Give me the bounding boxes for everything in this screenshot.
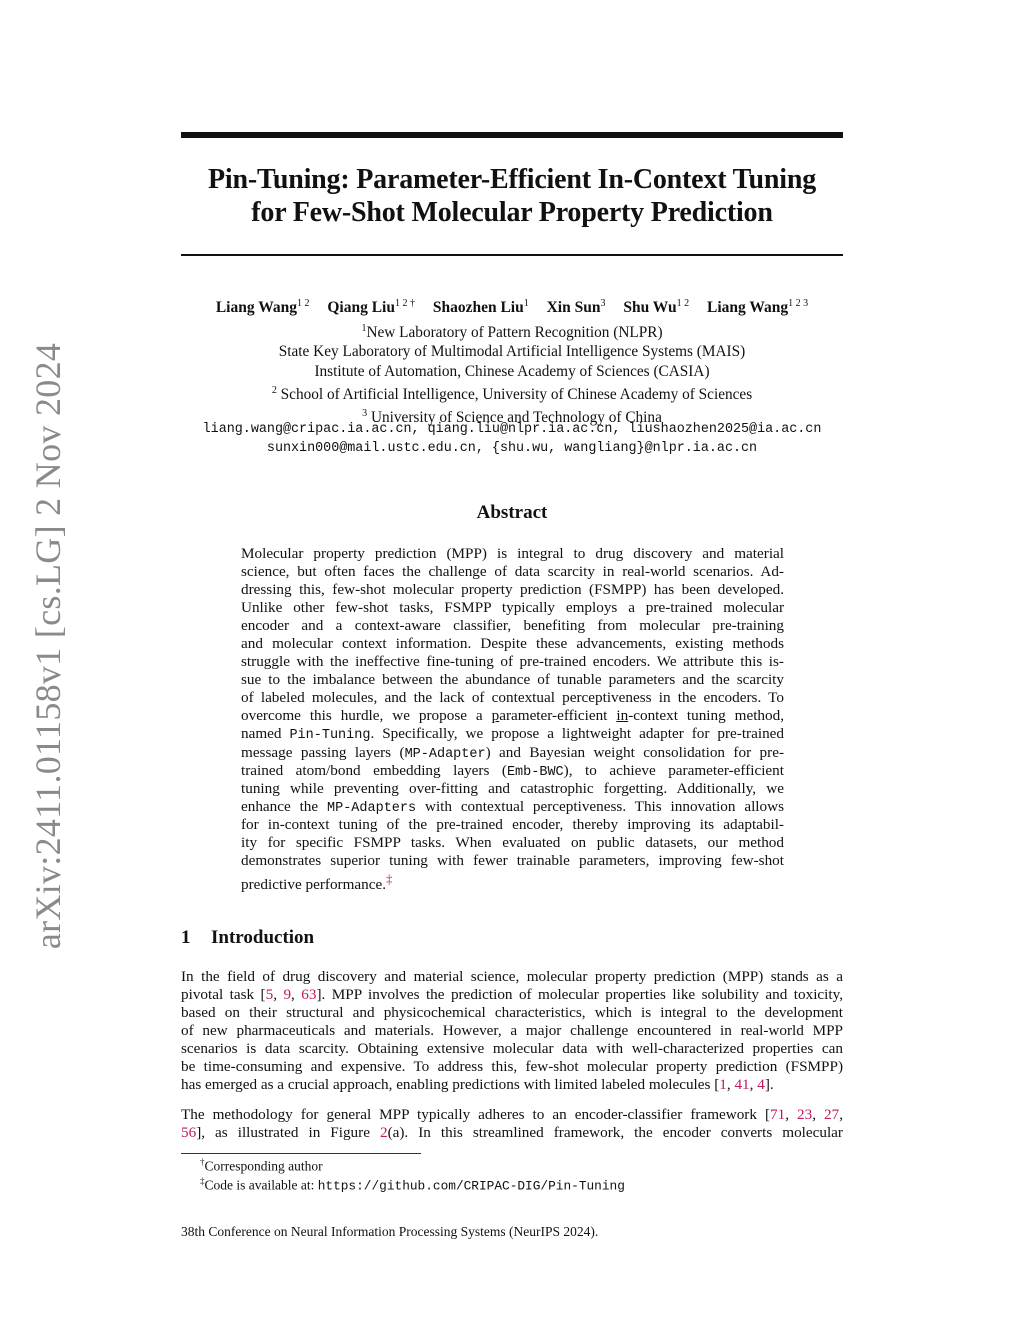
citation-link[interactable]: 9 (283, 986, 292, 1004)
author-affil-sup: 1 2 † (394, 298, 415, 309)
title-bottom-rule (181, 254, 843, 256)
arxiv-stamp (18, 342, 78, 950)
citation-link[interactable]: 27 (824, 1106, 840, 1123)
email-line-1: liang.wang@cripac.ia.ac.cn, qiang.liu@nlpr.ia.ac.cn, liushaozhen2025@ia.ac.cn (202, 422, 822, 437)
author-emails (150, 421, 874, 458)
title-top-rule (181, 132, 843, 138)
author-affil-sup: 1 (523, 298, 529, 309)
abstract-line: and molecular context information. Despite these advancements, existing methods (241, 635, 784, 653)
intro-paragraph-1 (181, 968, 843, 1094)
abstract-heading: Abstract (476, 502, 548, 523)
footnote-rule (181, 1153, 421, 1154)
author: Xin Sun (546, 299, 601, 317)
affiliation-1b: State Key Laboratory of Multimodal Artificial Intelligence Systems (MAIS) (278, 343, 746, 361)
abstract-line: Molecular property prediction (MPP) is integral to drug discovery and material (241, 545, 784, 562)
author: Qiang Liu (327, 299, 395, 317)
email-line-2: sunxin000@mail.ustc.edu.cn, {shu.wu, wangliang}@nlpr.ia.ac.cn (266, 440, 758, 456)
abstract-line: overcome this hurdle, we propose a parameter-efficient in-context tuning method, (241, 707, 785, 725)
title-line-2: for Few-Shot Molecular Property Prediction (251, 197, 773, 228)
abstract-line: trained atom/bond embedding layers (Emb-BWC), to achieve parameter-efficient (241, 761, 784, 780)
author-affil-sup: 3 (600, 298, 606, 309)
body-line: The methodology for general MPP typically adheres to an encoder-classifier framework [71, 23, 27, (181, 1106, 844, 1123)
body-line: based on their structural and physicochemical characteristics, which is integral to the development (181, 1004, 843, 1022)
author: Liang Wang (707, 299, 789, 317)
citation-link[interactable]: 71 (770, 1106, 786, 1123)
citation-link[interactable]: 41 (734, 1076, 750, 1094)
abstract-line: encoder and a context-aware classifier, benefiting from molecular pre-training (241, 617, 784, 635)
footnote-2: ‡Code is available at: https://github.com/CRIPAC-DIG/Pin-Tuning (200, 1176, 625, 1194)
body-line: of new pharmaceuticals and materials. However, a major challenge encountered in real-world MPP (181, 1022, 843, 1040)
section-title: Introduction (211, 927, 315, 948)
citation-link[interactable]: 23 (797, 1106, 813, 1123)
affiliation-1c: Institute of Automation, Chinese Academy of Sciences (CASIA) (314, 362, 710, 380)
figure-link[interactable]: 2 (379, 1124, 388, 1142)
citation-link[interactable]: 5 (265, 986, 274, 1004)
abstract-line: of labeled molecules, and the lack of contextual perceptiveness in the encoders. To (241, 689, 784, 707)
paper-title (181, 163, 843, 229)
affiliation-3: $^3$ University of Science and Technology of China (362, 408, 662, 427)
intro-paragraph-2 (181, 1106, 843, 1142)
citation-link[interactable]: 63 (301, 986, 317, 1004)
abstract-line: demonstrates superior tuning with fewer trainable parameters, improving few-shot (241, 851, 784, 869)
abstract-line: named Pin-Tuning. Specifically, we propose a lightweight adapter for pre-trained (241, 725, 785, 744)
method-name: Pin-Tuning (289, 728, 371, 744)
abstract-line: tuning while preventing over-fitting and catastrophic forgetting. Additionally, we (241, 779, 784, 797)
abstract-line: struggle with the ineffective fine-tuning of pre-trained encoders. We attribute this is- (241, 653, 784, 671)
section-heading (181, 927, 314, 949)
section-number: 1 (181, 927, 191, 948)
abstract-line: science, but often faces the challenge of data scarcity in real-world scenarios. Ad- (241, 563, 784, 581)
citation-link[interactable]: 4 (757, 1076, 765, 1094)
body-line: In the field of drug discovery and material science, molecular property prediction (MPP) stands as a (181, 968, 843, 985)
body-line: 56], as illustrated in Figure 2(a). In this streamlined framework, the encoder converts molecular (181, 1124, 843, 1142)
abstract-line: message passing layers (MP-Adapter) and Bayesian weight consolidation for pre- (241, 743, 784, 762)
body-line: be time-consuming and expensive. To address this, few-shot molecular property prediction (FSMPP) (181, 1058, 843, 1076)
body-line: pivotal task [5, 9, 63]. MPP involves the prediction of molecular properties like solubility and toxicity, (181, 986, 844, 1004)
author: Shu Wu (623, 299, 677, 317)
body-line: scenarios is data scarcity. Obtaining extensive molecular data with well-characterized properties can (181, 1040, 843, 1058)
abstract-line: enhance the MP-Adapters with contextual perceptiveness. This innovation allows (241, 797, 784, 816)
abstract-body (241, 545, 785, 893)
code-url-link[interactable]: https://github.com/CRIPAC-DIG/Pin-Tuning (317, 1178, 625, 1194)
title-line-1: Pin-Tuning: Parameter-Efficient In-Context Tuning (207, 164, 817, 195)
abstract-line: predictive performance.‡ (241, 871, 393, 893)
body-line: has emerged as a crucial approach, enabling predictions with limited labeled molecules [1, 41, 4]. (181, 1076, 774, 1094)
author: Liang Wang (215, 299, 297, 317)
author-affil-sup: 1 2 (296, 298, 310, 309)
affiliation-2: $^2$ School of Artificial Intelligence, University of Chinese Academy of Sciences (271, 384, 753, 403)
footnote-link[interactable]: ‡ (386, 871, 393, 886)
author: Shaozhen Liu (432, 299, 524, 317)
abstract-line: sue to the imbalance between the abundance of tunable parameters and the scarcity (241, 671, 784, 689)
conference-note: 38th Conference on Neural Information Processing Systems (NeurIPS 2024). (181, 1224, 599, 1239)
arxiv-id: arXiv:2411.01158v1 [cs.LG] 2 Nov 2024 (28, 342, 68, 950)
affiliations (181, 319, 843, 427)
citation-link[interactable]: 1 (719, 1076, 727, 1094)
abstract-line: for in-context tuning of the pre-trained encoder, thereby improving its adaptabil- (241, 815, 784, 833)
abstract-line: Unlike other few-shot tasks, FSMPP typically employs a pre-trained molecular (241, 599, 784, 617)
abstract-line: dressing this, few-shot molecular property prediction (FSMPP) has been developed. (241, 581, 784, 599)
author-affil-sup: 1 2 (676, 298, 690, 309)
abstract-line: ity for specific FSMPP tasks. When evaluated on public datasets, our method (241, 833, 784, 851)
author-affil-sup: 1 2 3 (788, 298, 809, 309)
affiliation-1: $^1$New Laboratory of Pattern Recognition (NLPR) (361, 323, 663, 342)
footnote-1: †Corresponding author (200, 1157, 323, 1174)
citation-link[interactable]: 56 (181, 1124, 197, 1142)
author-list (181, 298, 843, 317)
